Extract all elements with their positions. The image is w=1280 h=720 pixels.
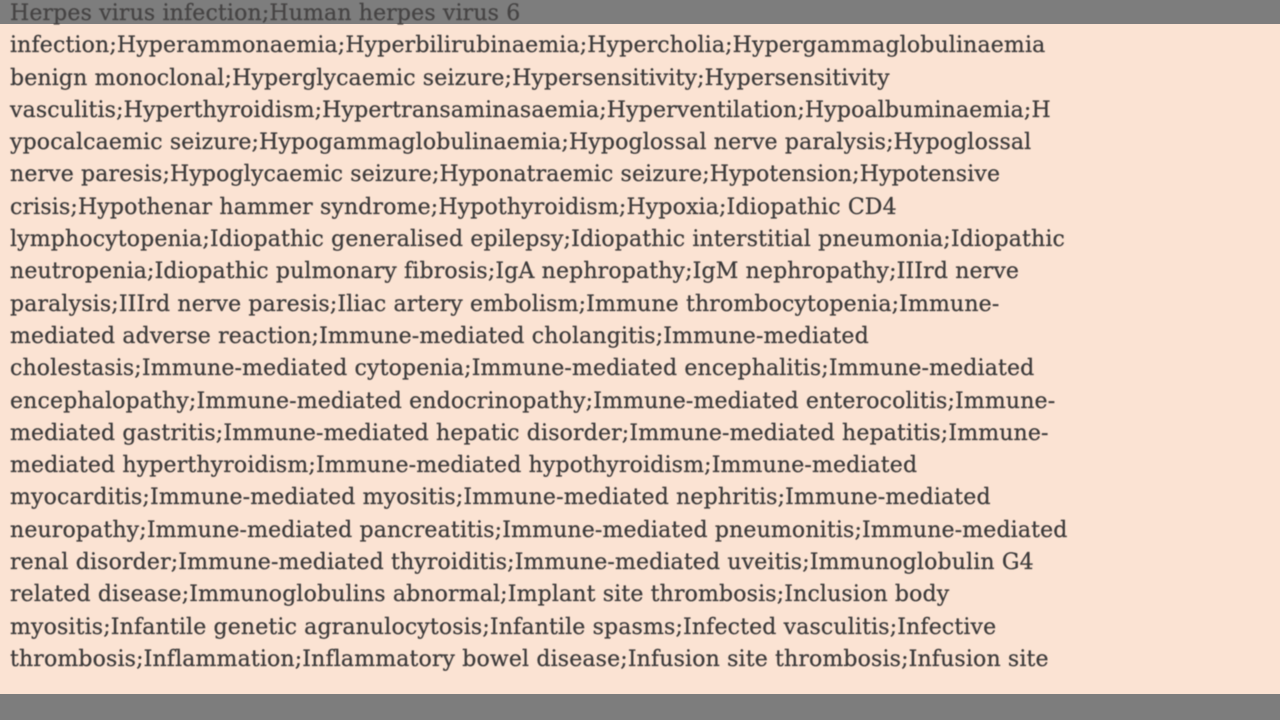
text-line: neutropenia;Idiopathic pulmonary fibrosis;IgA nephropathy;IgM nephropathy;IIIrd nerve xyxy=(10,259,1020,285)
text-line: vasculitis;Hyperthyroidism;Hypertransaminasaemia;Hyperventilation;Hypoalbuminaemia;H xyxy=(10,97,1051,123)
text-line: Herpes virus infection;Human herpes virus 6 xyxy=(10,1,521,26)
text-line: lymphocytopenia;Idiopathic generalised epilepsy;Idiopathic interstitial pneumonia;Idiopathic xyxy=(10,227,1065,253)
text-line: myocarditis;Immune-mediated myositis;Immune-mediated nephritis;Immune-mediated xyxy=(10,485,991,511)
text-line: infection;Hyperammonaemia;Hyperbilirubinaemia;Hypercholia;Hypergammaglobulinaemia xyxy=(10,33,1046,59)
text-line: myositis;Infantile genetic agranulocytosis;Infantile spasms;Infected vasculitis;Infective xyxy=(10,614,997,640)
text-line: ypocalcaemic seizure;Hypogammaglobulinaemia;Hypoglossal nerve paralysis;Hypoglossal xyxy=(10,130,1032,156)
text-line: mediated hyperthyroidism;Immune-mediated hypothyroidism;Immune-mediated xyxy=(10,453,918,479)
text-line: related disease;Immunoglobulins abnormal;Implant site thrombosis;Inclusion body xyxy=(10,582,950,608)
document-page xyxy=(0,1,1280,694)
text-line: paralysis;IIIrd nerve paresis;Iliac artery embolism;Immune thrombocytopenia;Immune- xyxy=(10,291,1000,317)
text-line: mediated gastritis;Immune-mediated hepatic disorder;Immune-mediated hepatitis;Immune- xyxy=(10,420,1049,446)
text-line: mediated adverse reaction;Immune-mediated cholangitis;Immune-mediated xyxy=(10,323,869,349)
text-line: renal disorder;Immune-mediated thyroiditis;Immune-mediated uveitis;Immunoglobulin G4 xyxy=(10,550,1034,576)
document-text xyxy=(10,0,1272,676)
text-line: neuropathy;Immune-mediated pancreatitis;Immune-mediated pneumonitis;Immune-mediated xyxy=(10,517,1068,543)
text-line: benign monoclonal;Hyperglycaemic seizure;Hypersensitivity;Hypersensitivity xyxy=(10,65,890,91)
text-line: crisis;Hypothenar hammer syndrome;Hypothyroidism;Hypoxia;Idiopathic CD4 xyxy=(10,194,897,220)
text-line: encephalopathy;Immune-mediated endocrinopathy;Immune-mediated enterocolitis;Immune- xyxy=(10,388,1056,414)
text-line: nerve paresis;Hypoglycaemic seizure;Hyponatraemic seizure;Hypotension;Hypotensive xyxy=(10,162,1001,188)
text-line: cholestasis;Immune-mediated cytopenia;Immune-mediated encephalitis;Immune-mediated xyxy=(10,356,1035,382)
text-line: thrombosis;Inflammation;Inflammatory bowel disease;Infusion site thrombosis;Infusion site xyxy=(10,646,1049,672)
